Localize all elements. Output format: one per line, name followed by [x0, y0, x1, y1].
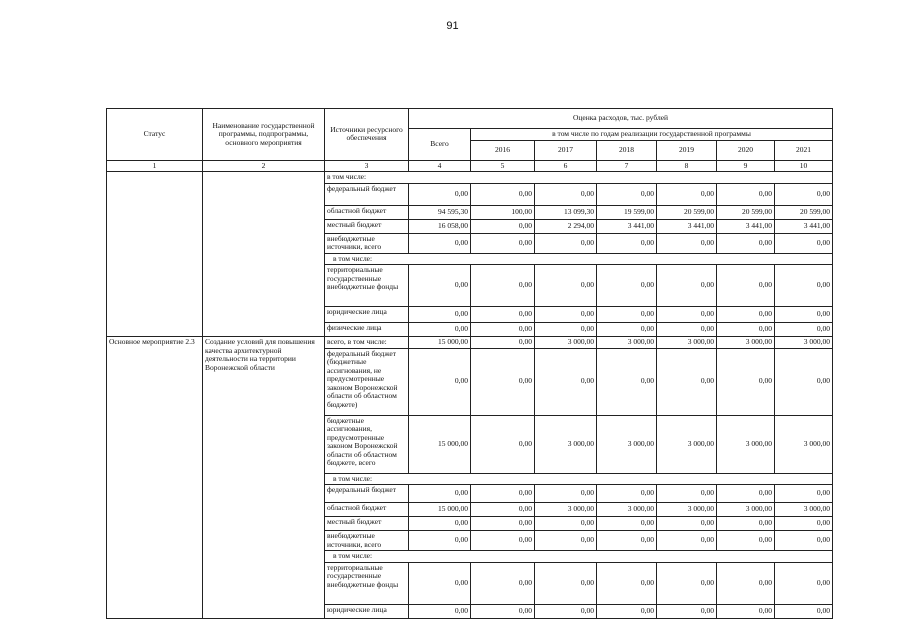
source-cell: федеральный бюджет	[325, 485, 409, 503]
year-value-cell: 0,00	[775, 265, 833, 307]
year-value-cell: 0,00	[775, 517, 833, 531]
column-number: 1	[107, 160, 203, 172]
year-value-cell: 0,00	[657, 307, 717, 323]
year-value-cell: 3 000,00	[535, 415, 597, 473]
year-value-cell: 0,00	[471, 503, 535, 517]
year-value-cell: 0,00	[471, 323, 535, 337]
year-value-cell: 0,00	[717, 323, 775, 337]
year-value-cell: 0,00	[535, 517, 597, 531]
year-value-cell: 0,00	[657, 233, 717, 253]
status-cell	[107, 172, 203, 337]
column-number-row	[107, 160, 833, 172]
year-value-cell: 0,00	[597, 307, 657, 323]
total-value-cell: 15 000,00	[409, 415, 471, 473]
table-row	[107, 172, 833, 184]
program-name-cell	[203, 172, 325, 337]
column-number: 4	[409, 160, 471, 172]
year-value-cell: 0,00	[471, 348, 535, 415]
year-value-cell: 0,00	[471, 233, 535, 253]
year-header: 2017	[535, 140, 597, 160]
total-value-cell: 0,00	[409, 265, 471, 307]
year-value-cell: 3 000,00	[597, 337, 657, 349]
year-value-cell: 0,00	[657, 517, 717, 531]
year-value-cell: 0,00	[657, 485, 717, 503]
year-value-cell: 3 441,00	[717, 219, 775, 233]
year-value-cell: 2 294,00	[535, 219, 597, 233]
total-value-cell: 0,00	[409, 323, 471, 337]
year-value-cell: 0,00	[471, 265, 535, 307]
table-row	[107, 337, 833, 349]
year-value-cell: 3 000,00	[657, 503, 717, 517]
by-year-header: в том числе по годам реализации государственной программы	[471, 129, 833, 141]
source-cell: территориальные государственные внебюджетные фонды	[325, 562, 409, 604]
year-value-cell: 20 599,00	[775, 205, 833, 219]
source-cell: юридические лица	[325, 604, 409, 618]
table-body	[107, 172, 833, 619]
year-value-cell: 0,00	[717, 562, 775, 604]
year-value-cell: 0,00	[657, 604, 717, 618]
year-value-cell: 0,00	[597, 183, 657, 205]
year-value-cell: 3 441,00	[597, 219, 657, 233]
source-cell: всего, в том числе:	[325, 337, 409, 349]
year-value-cell: 0,00	[775, 485, 833, 503]
year-value-cell: 100,00	[471, 205, 535, 219]
year-value-cell: 0,00	[657, 348, 717, 415]
source-cell: физические лица	[325, 323, 409, 337]
year-value-cell: 0,00	[597, 265, 657, 307]
year-value-cell: 0,00	[597, 604, 657, 618]
source-cell: местный бюджет	[325, 219, 409, 233]
year-value-cell: 0,00	[535, 348, 597, 415]
total-value-cell: 15 000,00	[409, 503, 471, 517]
year-value-cell: 0,00	[657, 562, 717, 604]
year-value-cell: 20 599,00	[657, 205, 717, 219]
page-number: 91	[446, 20, 459, 32]
year-value-cell: 0,00	[471, 307, 535, 323]
year-header: 2019	[657, 140, 717, 160]
year-value-cell: 0,00	[775, 348, 833, 415]
sources-header: Источники ресурсного обеспечения	[325, 109, 409, 161]
source-cell: в том числе:	[325, 473, 833, 485]
program-name-cell: Создание условий для повышения качества архитектурной деятельности на территории Воронежской области	[203, 337, 325, 619]
source-cell: в том числе:	[325, 551, 833, 563]
year-value-cell: 0,00	[471, 183, 535, 205]
year-value-cell: 0,00	[535, 265, 597, 307]
estimate-header: Оценка расходов, тыс. рублей	[409, 109, 833, 129]
year-value-cell: 3 000,00	[717, 415, 775, 473]
year-value-cell: 0,00	[597, 323, 657, 337]
total-value-cell: 15 000,00	[409, 337, 471, 349]
year-value-cell: 0,00	[717, 517, 775, 531]
year-value-cell: 0,00	[717, 233, 775, 253]
source-cell: внебюджетные источники, всего	[325, 531, 409, 551]
year-value-cell: 0,00	[657, 323, 717, 337]
total-value-cell: 0,00	[409, 348, 471, 415]
column-number: 7	[597, 160, 657, 172]
year-value-cell: 3 000,00	[717, 337, 775, 349]
year-value-cell: 3 000,00	[535, 337, 597, 349]
year-value-cell: 20 599,00	[717, 205, 775, 219]
year-value-cell: 0,00	[775, 233, 833, 253]
year-value-cell: 0,00	[471, 337, 535, 349]
total-value-cell: 0,00	[409, 604, 471, 618]
source-cell: внебюджетные источники, всего	[325, 233, 409, 253]
column-number: 6	[535, 160, 597, 172]
column-number: 2	[203, 160, 325, 172]
year-value-cell: 0,00	[717, 307, 775, 323]
year-value-cell: 0,00	[597, 531, 657, 551]
total-value-cell: 94 595,30	[409, 205, 471, 219]
year-header: 2020	[717, 140, 775, 160]
year-value-cell: 0,00	[471, 531, 535, 551]
year-value-cell: 0,00	[471, 485, 535, 503]
budget-table	[106, 108, 833, 619]
year-value-cell: 0,00	[535, 485, 597, 503]
year-value-cell: 0,00	[597, 562, 657, 604]
year-value-cell: 0,00	[657, 531, 717, 551]
year-value-cell: 3 441,00	[657, 219, 717, 233]
year-header: 2018	[597, 140, 657, 160]
year-value-cell: 0,00	[597, 485, 657, 503]
year-value-cell: 0,00	[471, 517, 535, 531]
year-value-cell: 0,00	[717, 531, 775, 551]
year-value-cell: 0,00	[535, 562, 597, 604]
year-value-cell: 3 000,00	[597, 415, 657, 473]
year-value-cell: 0,00	[535, 307, 597, 323]
year-value-cell: 3 441,00	[775, 219, 833, 233]
total-value-cell: 0,00	[409, 517, 471, 531]
total-value-cell: 0,00	[409, 531, 471, 551]
column-number: 3	[325, 160, 409, 172]
year-header: 2016	[471, 140, 535, 160]
year-value-cell: 0,00	[775, 183, 833, 205]
year-value-cell: 0,00	[717, 183, 775, 205]
year-value-cell: 0,00	[657, 183, 717, 205]
status-cell: Основное мероприятие 2.3	[107, 337, 203, 619]
year-value-cell: 3 000,00	[775, 503, 833, 517]
year-value-cell: 0,00	[535, 183, 597, 205]
year-value-cell: 0,00	[775, 531, 833, 551]
column-number: 10	[775, 160, 833, 172]
year-value-cell: 0,00	[597, 517, 657, 531]
year-value-cell: 3 000,00	[717, 503, 775, 517]
year-value-cell: 0,00	[471, 604, 535, 618]
year-value-cell: 0,00	[471, 219, 535, 233]
year-value-cell: 3 000,00	[657, 337, 717, 349]
program-name-header: Наименование государственной программы, подпрограммы, основного мероприятия	[203, 109, 325, 161]
year-value-cell: 19 599,00	[597, 205, 657, 219]
year-value-cell: 0,00	[775, 604, 833, 618]
source-cell: территориальные государственные внебюджетные фонды	[325, 265, 409, 307]
total-value-cell: 0,00	[409, 485, 471, 503]
total-value-cell: 0,00	[409, 307, 471, 323]
source-cell: местный бюджет	[325, 517, 409, 531]
year-value-cell: 0,00	[717, 265, 775, 307]
source-cell: в том числе:	[325, 172, 833, 184]
source-cell: бюджетные ассигнования, предусмотренные законом Воронежской области об областном бюджете, всего	[325, 415, 409, 473]
year-value-cell: 0,00	[535, 233, 597, 253]
column-number: 9	[717, 160, 775, 172]
year-value-cell: 0,00	[717, 485, 775, 503]
year-value-cell: 3 000,00	[775, 415, 833, 473]
year-value-cell: 0,00	[775, 307, 833, 323]
column-number: 8	[657, 160, 717, 172]
year-value-cell: 0,00	[657, 265, 717, 307]
total-value-cell: 0,00	[409, 183, 471, 205]
source-cell: юридические лица	[325, 307, 409, 323]
source-cell: областной бюджет	[325, 503, 409, 517]
source-cell: областной бюджет	[325, 205, 409, 219]
total-header: Всего	[409, 129, 471, 161]
year-value-cell: 0,00	[471, 562, 535, 604]
year-header: 2021	[775, 140, 833, 160]
year-value-cell: 0,00	[775, 323, 833, 337]
year-value-cell: 0,00	[597, 348, 657, 415]
table-header	[107, 109, 833, 172]
year-value-cell: 0,00	[775, 562, 833, 604]
year-value-cell: 3 000,00	[597, 503, 657, 517]
year-value-cell: 3 000,00	[775, 337, 833, 349]
year-value-cell: 0,00	[471, 415, 535, 473]
status-header: Статус	[107, 109, 203, 161]
year-value-cell: 0,00	[535, 323, 597, 337]
year-value-cell: 3 000,00	[535, 503, 597, 517]
year-value-cell: 13 099,30	[535, 205, 597, 219]
year-value-cell: 0,00	[535, 604, 597, 618]
year-value-cell: 3 000,00	[657, 415, 717, 473]
year-value-cell: 0,00	[535, 531, 597, 551]
year-value-cell: 0,00	[597, 233, 657, 253]
year-value-cell: 0,00	[717, 348, 775, 415]
total-value-cell: 0,00	[409, 233, 471, 253]
total-value-cell: 16 058,00	[409, 219, 471, 233]
source-cell: в том числе:	[325, 253, 833, 265]
year-value-cell: 0,00	[717, 604, 775, 618]
source-cell: федеральный бюджет	[325, 183, 409, 205]
column-number: 5	[471, 160, 535, 172]
source-cell: федеральный бюджет (бюджетные ассигнования, не предусмотренные законом Воронежской области об областном бюджете)	[325, 348, 409, 415]
total-value-cell: 0,00	[409, 562, 471, 604]
